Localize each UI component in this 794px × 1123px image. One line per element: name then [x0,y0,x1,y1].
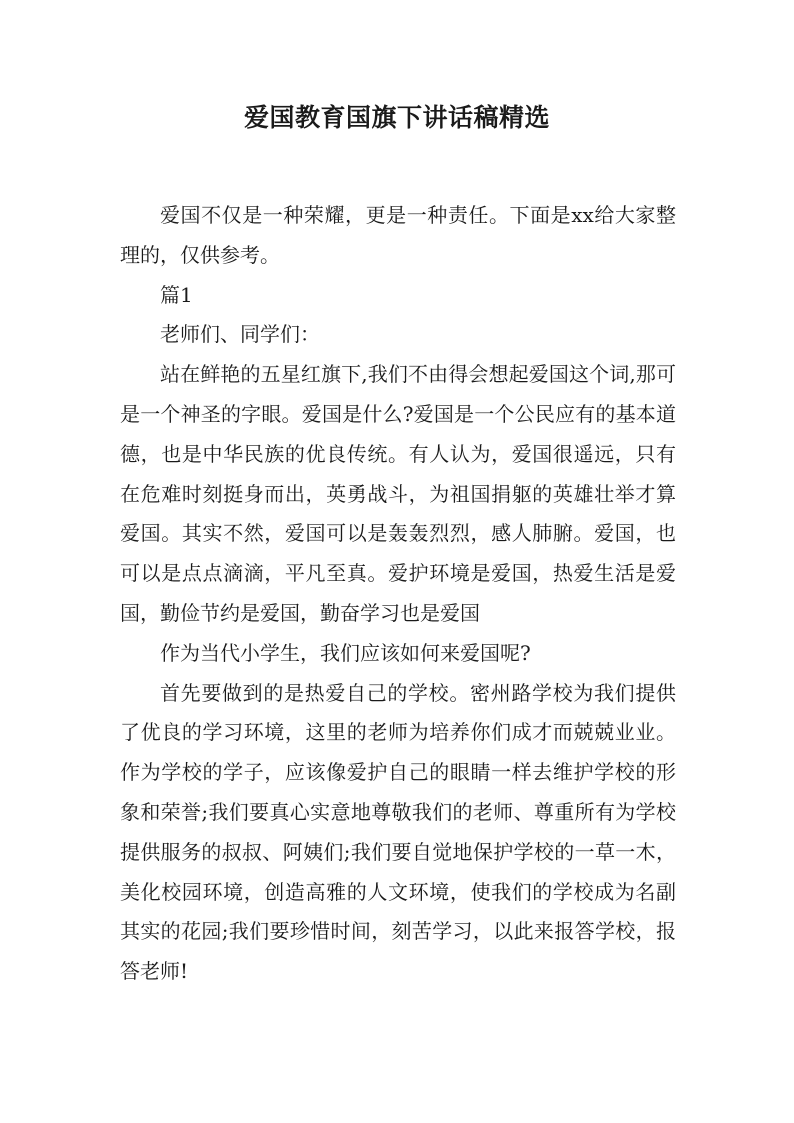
paragraph-greeting: 老师们、同学们： [160,322,320,347]
paragraph-main: 站在鲜艳的五星红旗下,我们不由得会想起爱国这个词,那可是一个神圣的字眼。爱国是什么?爱国是一个公民应有的基本道德，也是中华民族的优良传统。有人认为，爱国很遥远，只有在危难时刻挺身而出，英勇战斗，为祖国捐躯的英雄壮举才算爱国。其实不然，爱国可以是轰轰烈烈，感人肺腑。爱国，也可以是点点滴滴，平凡至真。爱护环境是爱国，热爱生活是爱国，勤俭节约是爱国，勤奋学习也是爱国 [120,362,676,625]
paragraph-section-label: 篇1 [160,282,193,307]
paragraph-intro: 爱国不仅是一种荣耀，更是一种责任。下面是xx给大家整理的，仅供参考。 [120,203,676,267]
paragraph-question: 作为当代小学生，我们应该如何来爱国呢? [160,640,531,665]
document-body [120,196,676,992]
document-title: 爱国教育国旗下讲话稿精选 [243,103,550,132]
paragraph-school: 首先要做到的是热爱自己的学校。密州路学校为我们提供了优良的学习环境，这里的老师为培养你们成才而兢兢业业。作为学校的学子，应该像爱护自己的眼睛一样去维护学校的形象和荣誉;我们要真心实意地尊敬我们的老师、尊重所有为学校提供服务的叔叔、阿姨们;我们要自觉地保护学校的一草一木，美化校园环境，创造高雅的人文环境，使我们的学校成为名副其实的花园;我们要珍惜时间，刻苦学习，以此来报答学校，报答老师! [120,680,676,984]
